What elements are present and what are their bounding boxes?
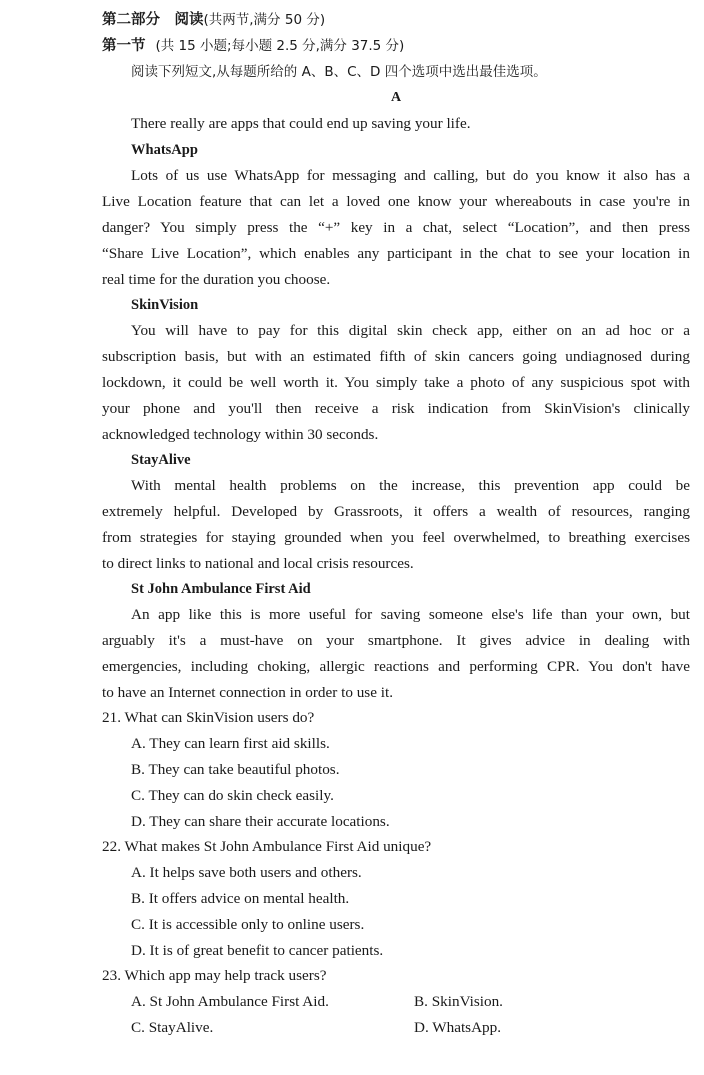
paragraph-line: to have an Internet connection in order to use it. [102, 684, 393, 701]
section-header [102, 37, 690, 55]
heading-whatsapp: WhatsApp [131, 142, 198, 158]
heading-stjohn: St John Ambulance First Aid [131, 581, 311, 597]
question-22-option-a: A. It helps save both users and others. [131, 864, 362, 881]
part-score-note: (共两节,满分 50 分) [203, 12, 326, 28]
passage-label: A [390, 90, 402, 105]
paragraph-line: You will have to pay for this digital skin check app, either on an ad hoc or a [131, 322, 690, 339]
question-23-option-a: A. St John Ambulance First Aid. [131, 993, 329, 1010]
paragraph-line: Lots of us use WhatsApp for messaging and calling, but do you know it also has a [131, 167, 690, 184]
question-21-option-b: B. They can take beautiful photos. [131, 761, 340, 778]
paragraph-line: extremely helpful. Developed by Grassroots, it offers a wealth of resources, ranging [102, 503, 690, 520]
question-22-option-d: D. It is of great benefit to cancer patients. [131, 942, 384, 959]
paragraph-line: from strategies for staying grounded when you feel overwhelmed, to breathing exercises [102, 529, 690, 546]
paragraph-line: acknowledged technology within 30 seconds. [102, 426, 379, 443]
paragraph-line: An app like this is more useful for saving someone else's life than your own, but [131, 606, 690, 623]
question-23-option-b: B. SkinVision. [414, 993, 503, 1010]
question-22-option-c: C. It is accessible only to online users. [131, 916, 365, 933]
paragraph-line: emergencies, including choking, allergic reactions and performing CPR. You don't have [102, 658, 690, 675]
question-21-option-c: C. They can do skin check easily. [131, 787, 334, 804]
paragraph-line: “Share Live Location”, which enables any participant in the chat to see your location in [102, 245, 690, 262]
paragraph-line: to direct links to national and local crisis resources. [102, 555, 414, 572]
part-header [102, 11, 690, 29]
section-score-note: (共 15 小题;每小题 2.5 分,满分 37.5 分) [155, 38, 405, 54]
question-21-stem: 21. What can SkinVision users do? [102, 709, 315, 726]
part-title: 第二部分 阅读 [102, 12, 204, 28]
paragraph-line: your phone and you'll then receive a risk indication from SkinVision's clinically [102, 400, 690, 417]
question-21-option-d: D. They can share their accurate locations. [131, 813, 390, 830]
paragraph-line: arguably it's a must-have on your smartphone. It gives advice in dealing with [102, 632, 690, 649]
question-23-option-c: C. StayAlive. [131, 1019, 214, 1036]
paragraph-line: danger? You simply press the “+” key in a chat, select “Location”, and then press [102, 219, 690, 236]
question-23-stem: 23. Which app may help track users? [102, 967, 327, 984]
heading-skinvision: SkinVision [131, 297, 199, 313]
paragraph-line: With mental health problems on the increase, this prevention app could be [131, 477, 690, 494]
paragraph-line: subscription basis, but with an estimated fifth of skin cancers going undiagnosed during [102, 348, 690, 365]
heading-stayalive: StayAlive [131, 452, 191, 468]
instruction-text: 阅读下列短文,从每题所给的 A、B、C、D 四个选项中选出最佳选项。 [131, 64, 547, 80]
section-title: 第一节 [102, 38, 146, 54]
paragraph-line: lockdown, it could be well worth it. You simply take a photo of any suspicious spot with [102, 374, 690, 391]
passage-intro: There really are apps that could end up saving your life. [131, 115, 471, 132]
question-22-option-b: B. It offers advice on mental health. [131, 890, 350, 907]
paragraph-line: Live Location feature that can let a loved one know your whereabouts in case you're in [102, 193, 690, 210]
question-21-option-a: A. They can learn first aid skills. [131, 735, 330, 752]
question-23-option-d: D. WhatsApp. [414, 1019, 502, 1036]
paragraph-line: real time for the duration you choose. [102, 271, 331, 288]
question-22-stem: 22. What makes St John Ambulance First Aid unique? [102, 838, 432, 855]
